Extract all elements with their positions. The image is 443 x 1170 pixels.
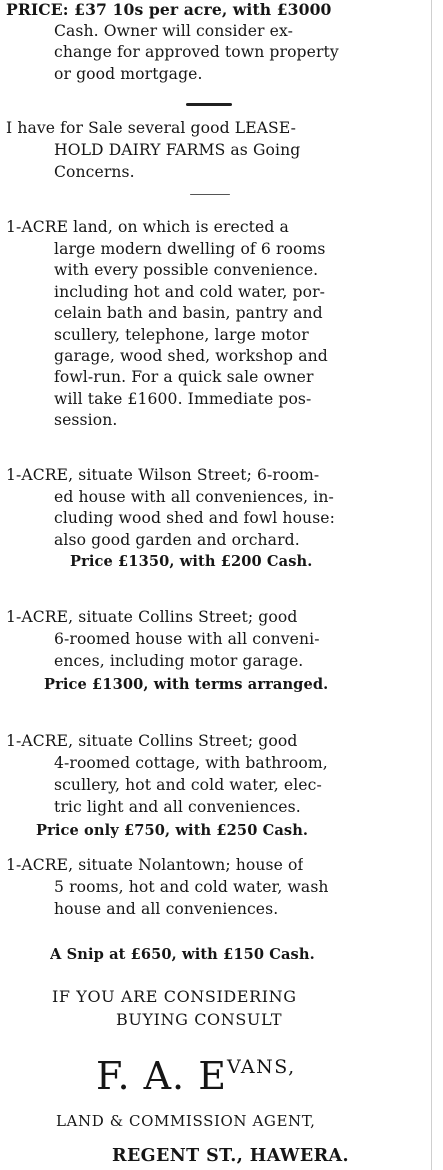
text-line: Concerns.	[54, 163, 135, 181]
text-line: 5 rooms, hot and cold water, wash	[54, 878, 329, 896]
text-line: cluding wood shed and fowl house:	[54, 509, 335, 527]
agent-title: LAND & COMMISSION AGENT,	[56, 1112, 316, 1130]
text-line: IF YOU ARE CONSIDERING	[52, 987, 297, 1006]
text-line: 1-ACRE land, on which is erected a	[6, 218, 289, 236]
text-line: Cash. Owner will consider ex-	[54, 22, 293, 40]
text-line: change for approved town property	[54, 43, 339, 61]
agent-initials: F. A. E	[96, 1054, 227, 1098]
text-line: scullery, telephone, large motor	[54, 326, 309, 344]
text-line: I have for Sale several good LEASE-	[6, 119, 296, 137]
text-line: fowl-run. For a quick sale owner	[54, 368, 314, 386]
text-line: large modern dwelling of 6 rooms	[54, 240, 326, 258]
text-line: scullery, hot and cold water, elec-	[54, 776, 322, 794]
agent-surname-rest: VANS,	[226, 1056, 296, 1078]
agent-name	[96, 1045, 296, 1098]
text-line: ed house with all conveniences, in-	[54, 488, 334, 506]
price-line: Price £1350, with £200 Cash.	[70, 553, 313, 570]
text-line: 1-ACRE, situate Nolantown; house of	[6, 856, 304, 874]
text-line: HOLD DAIRY FARMS as Going	[54, 141, 301, 159]
text-line: 1-ACRE, situate Collins Street; good	[6, 732, 298, 750]
agent-address: REGENT ST., HAWERA.	[112, 1146, 350, 1166]
text-line: or good mortgage.	[54, 65, 203, 83]
text-line: with every possible convenience.	[54, 261, 319, 279]
text-line: 1-ACRE, situate Collins Street; good	[6, 608, 298, 626]
price-line: Price only £750, with £250 Cash.	[36, 822, 309, 839]
text-line: session.	[54, 411, 118, 429]
column-rule	[431, 0, 432, 1170]
text-line: tric light and all conveniences.	[54, 798, 301, 816]
text-line: celain bath and basin, pantry and	[54, 304, 323, 322]
text-line: including hot and cold water, por-	[54, 283, 326, 301]
text-line: also good garden and orchard.	[54, 531, 300, 549]
text-line: PRICE: £37 10s per acre, with £3000	[6, 0, 332, 19]
text-line: 6-roomed house with all conveni-	[54, 630, 320, 648]
separator-rule	[186, 103, 232, 106]
snip-offer-line: A Snip at £650, with £150 Cash.	[50, 946, 315, 963]
text-line: will take £1600. Immediate pos-	[54, 390, 312, 408]
text-line: BUYING CONSULT	[116, 1010, 283, 1029]
text-line: 4-roomed cottage, with bathroom,	[54, 754, 328, 772]
separator-rule	[190, 194, 230, 195]
text-line: garage, wood shed, workshop and	[54, 347, 328, 365]
text-line: house and all conveniences.	[54, 900, 279, 918]
price-line: Price £1300, with terms arranged.	[44, 676, 329, 693]
text-line: ences, including motor garage.	[54, 652, 304, 670]
text-line: 1-ACRE, situate Wilson Street; 6-room-	[6, 466, 320, 484]
